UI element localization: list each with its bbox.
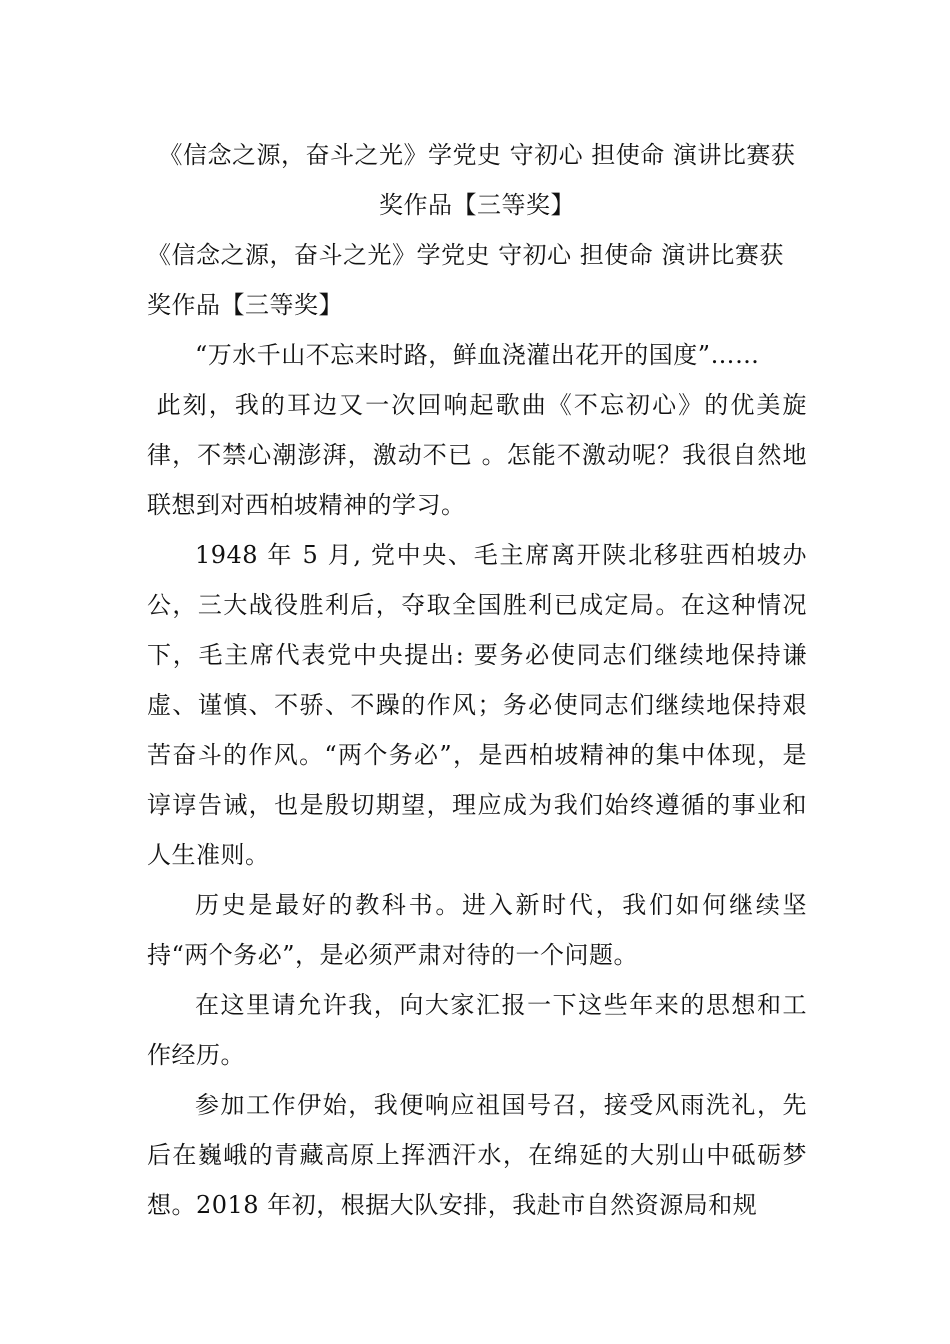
- document-title: 《信念之源，奋斗之光》学党史 守初心 担使命 演讲比赛获奖作品【三等奖】: [158, 141, 796, 219]
- paragraph-intro: 此刻，我的耳边又一次回响起歌曲《不忘初心》的优美旋律，不禁心潮澎湃，激动不已 。怎能不激动呢？我很自然地联想到对西柏坡精神的学习。: [147, 391, 807, 519]
- paragraph-career: 参加工作伊始，我便响应祖国号召，接受风雨洗礼，先后在巍峨的青藏高原上挥洒汗水，在绵延的大别山中砥砺梦想。2018 年初，根据大队安排，我赴市自然资源局和规: [147, 1091, 807, 1219]
- document-subtitle: 《信念之源，奋斗之光》学党史 守初心 担使命 演讲比赛获奖作品【三等奖】: [147, 241, 784, 319]
- document-body: [147, 130, 807, 1230]
- paragraph-report: 在这里请允许我，向大家汇报一下这些年来的思想和工作经历。: [147, 991, 807, 1069]
- paragraph-lyric: “万水千山不忘来时路，鲜血浇灌出花开的国度”……: [195, 341, 760, 369]
- paragraph-history: 1948 年 5 月, 党中央、毛主席离开陕北移驻西柏坡办公，三大战役胜利后，夺取全国胜利已成定局。在这种情况下，毛主席代表党中央提出: 要务必使同志们继续地保持谦虚、谨慎、不骄、不躁的作风；务必使同志们继续地保持艰苦奋斗的作风。“两个务必”，是西柏坡精神的集中体现，是谆谆告诫，也是殷切期望，理应成为我们始终遵循的事业和人生准则。: [147, 541, 807, 869]
- paragraph-textbook: 历史是最好的教科书。进入新时代，我们如何继续坚持“两个务必”，是必须严肃对待的一个问题。: [147, 891, 807, 969]
